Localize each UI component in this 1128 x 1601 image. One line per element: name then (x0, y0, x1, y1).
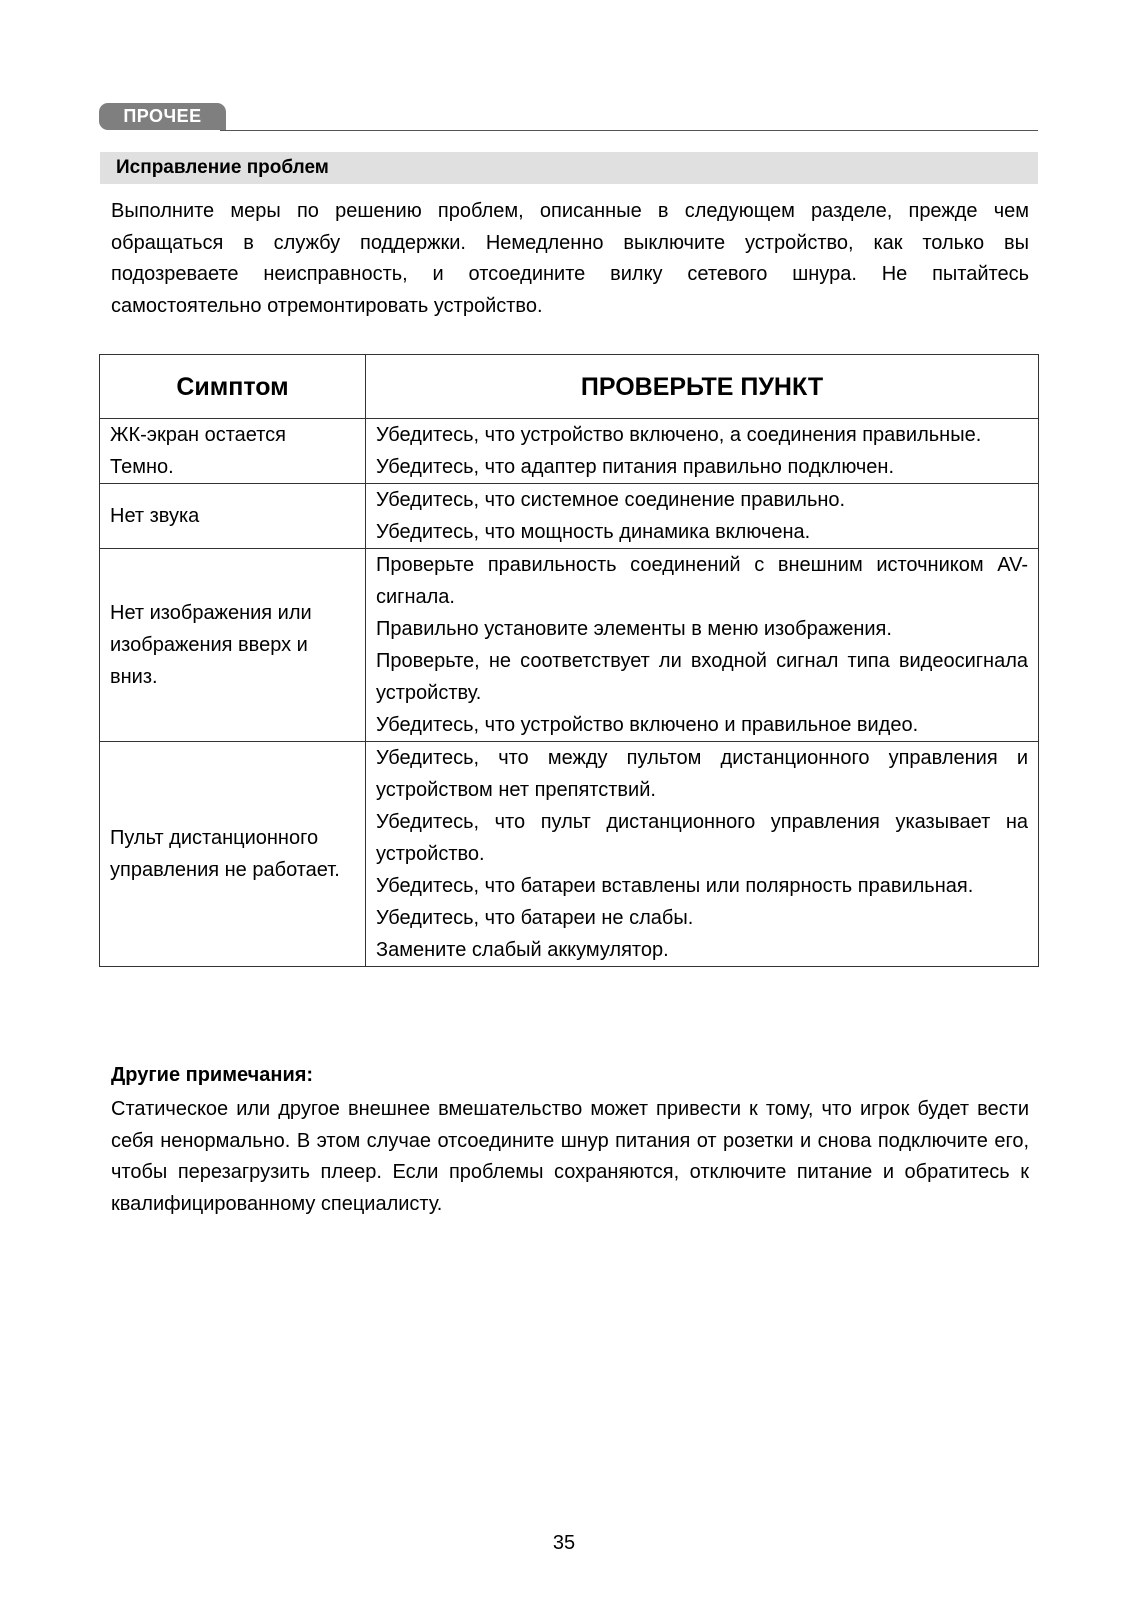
page-number: 35 (552, 1532, 576, 1554)
check-item: Убедитесь, что системное соединение правильно. (376, 489, 846, 511)
notes-paragraph: Статическое или другое внешнее вмешательство может привести к тому, что игрок будет вести себя ненормально. В этом случае отсоедините шнур питания от розетки и снова подключите его, чтобы перезагрузить плеер. Если проблемы сохраняются, отключите питание и обратитесь к квалифицированному специалисту. (111, 1098, 1029, 1215)
symptom-cell: Нет звука (100, 484, 366, 549)
table-row (100, 484, 1039, 549)
check-item: Убедитесь, что батареи вставлены или полярность правильная. (376, 875, 974, 897)
checks-cell (366, 484, 1039, 549)
subsection-title: Исправление проблем (100, 152, 1038, 184)
check-item: Проверьте правильность соединений с внешним источником AV-сигнала. (376, 554, 1028, 608)
check-item: Убедитесь, что между пультом дистанционного управления и устройством нет препятствий. (376, 747, 1028, 801)
header-symptom: Симптом (100, 355, 366, 419)
table-row (100, 419, 1039, 484)
check-item: Убедитесь, что пульт дистанционного управления указывает на устройство. (376, 811, 1028, 865)
intro-paragraph: Выполните меры по решению проблем, описанные в следующем разделе, прежде чем обращаться в службу поддержки. Немедленно выключите устройство, как только вы подозреваете неисправность, и отсоедините вилку сетевого шнура. Не пытайтесь самостоятельно отремонтировать устройство. (111, 200, 1029, 317)
troubleshooting-table (99, 354, 1039, 967)
section-tab: ПРОЧЕЕ (99, 103, 226, 130)
checks-cell (366, 419, 1039, 484)
check-item: Убедитесь, что адаптер питания правильно подключен. (376, 456, 895, 478)
table-row (100, 742, 1039, 967)
symptom-cell: Нет изображения или изображения вверх и вниз. (100, 549, 366, 742)
checks-cell (366, 549, 1039, 742)
symptom-cell: ЖК-экран остается Темно. (100, 419, 366, 484)
table-row (100, 549, 1039, 742)
notes-title: Другие примечания: (111, 1064, 314, 1086)
check-item: Правильно установите элементы в меню изображения. (376, 618, 892, 640)
header-check: ПРОВЕРЬТЕ ПУНКТ (366, 355, 1039, 419)
check-item: Убедитесь, что мощность динамика включена. (376, 521, 811, 543)
table-header-row (100, 355, 1039, 419)
check-item: Убедитесь, что батареи не слабы. (376, 907, 694, 929)
check-item: Убедитесь, что устройство включено, а соединения правильные. (376, 424, 982, 446)
check-item: Замените слабый аккумулятор. (376, 939, 669, 961)
checks-cell (366, 742, 1039, 967)
section-divider (220, 130, 1038, 131)
check-item: Проверьте, не соответствует ли входной сигнал типа видеосигнала устройству. (376, 650, 1028, 704)
symptom-cell: Пульт дистанционного управления не работает. (100, 742, 366, 967)
check-item: Убедитесь, что устройство включено и правильное видео. (376, 714, 919, 736)
